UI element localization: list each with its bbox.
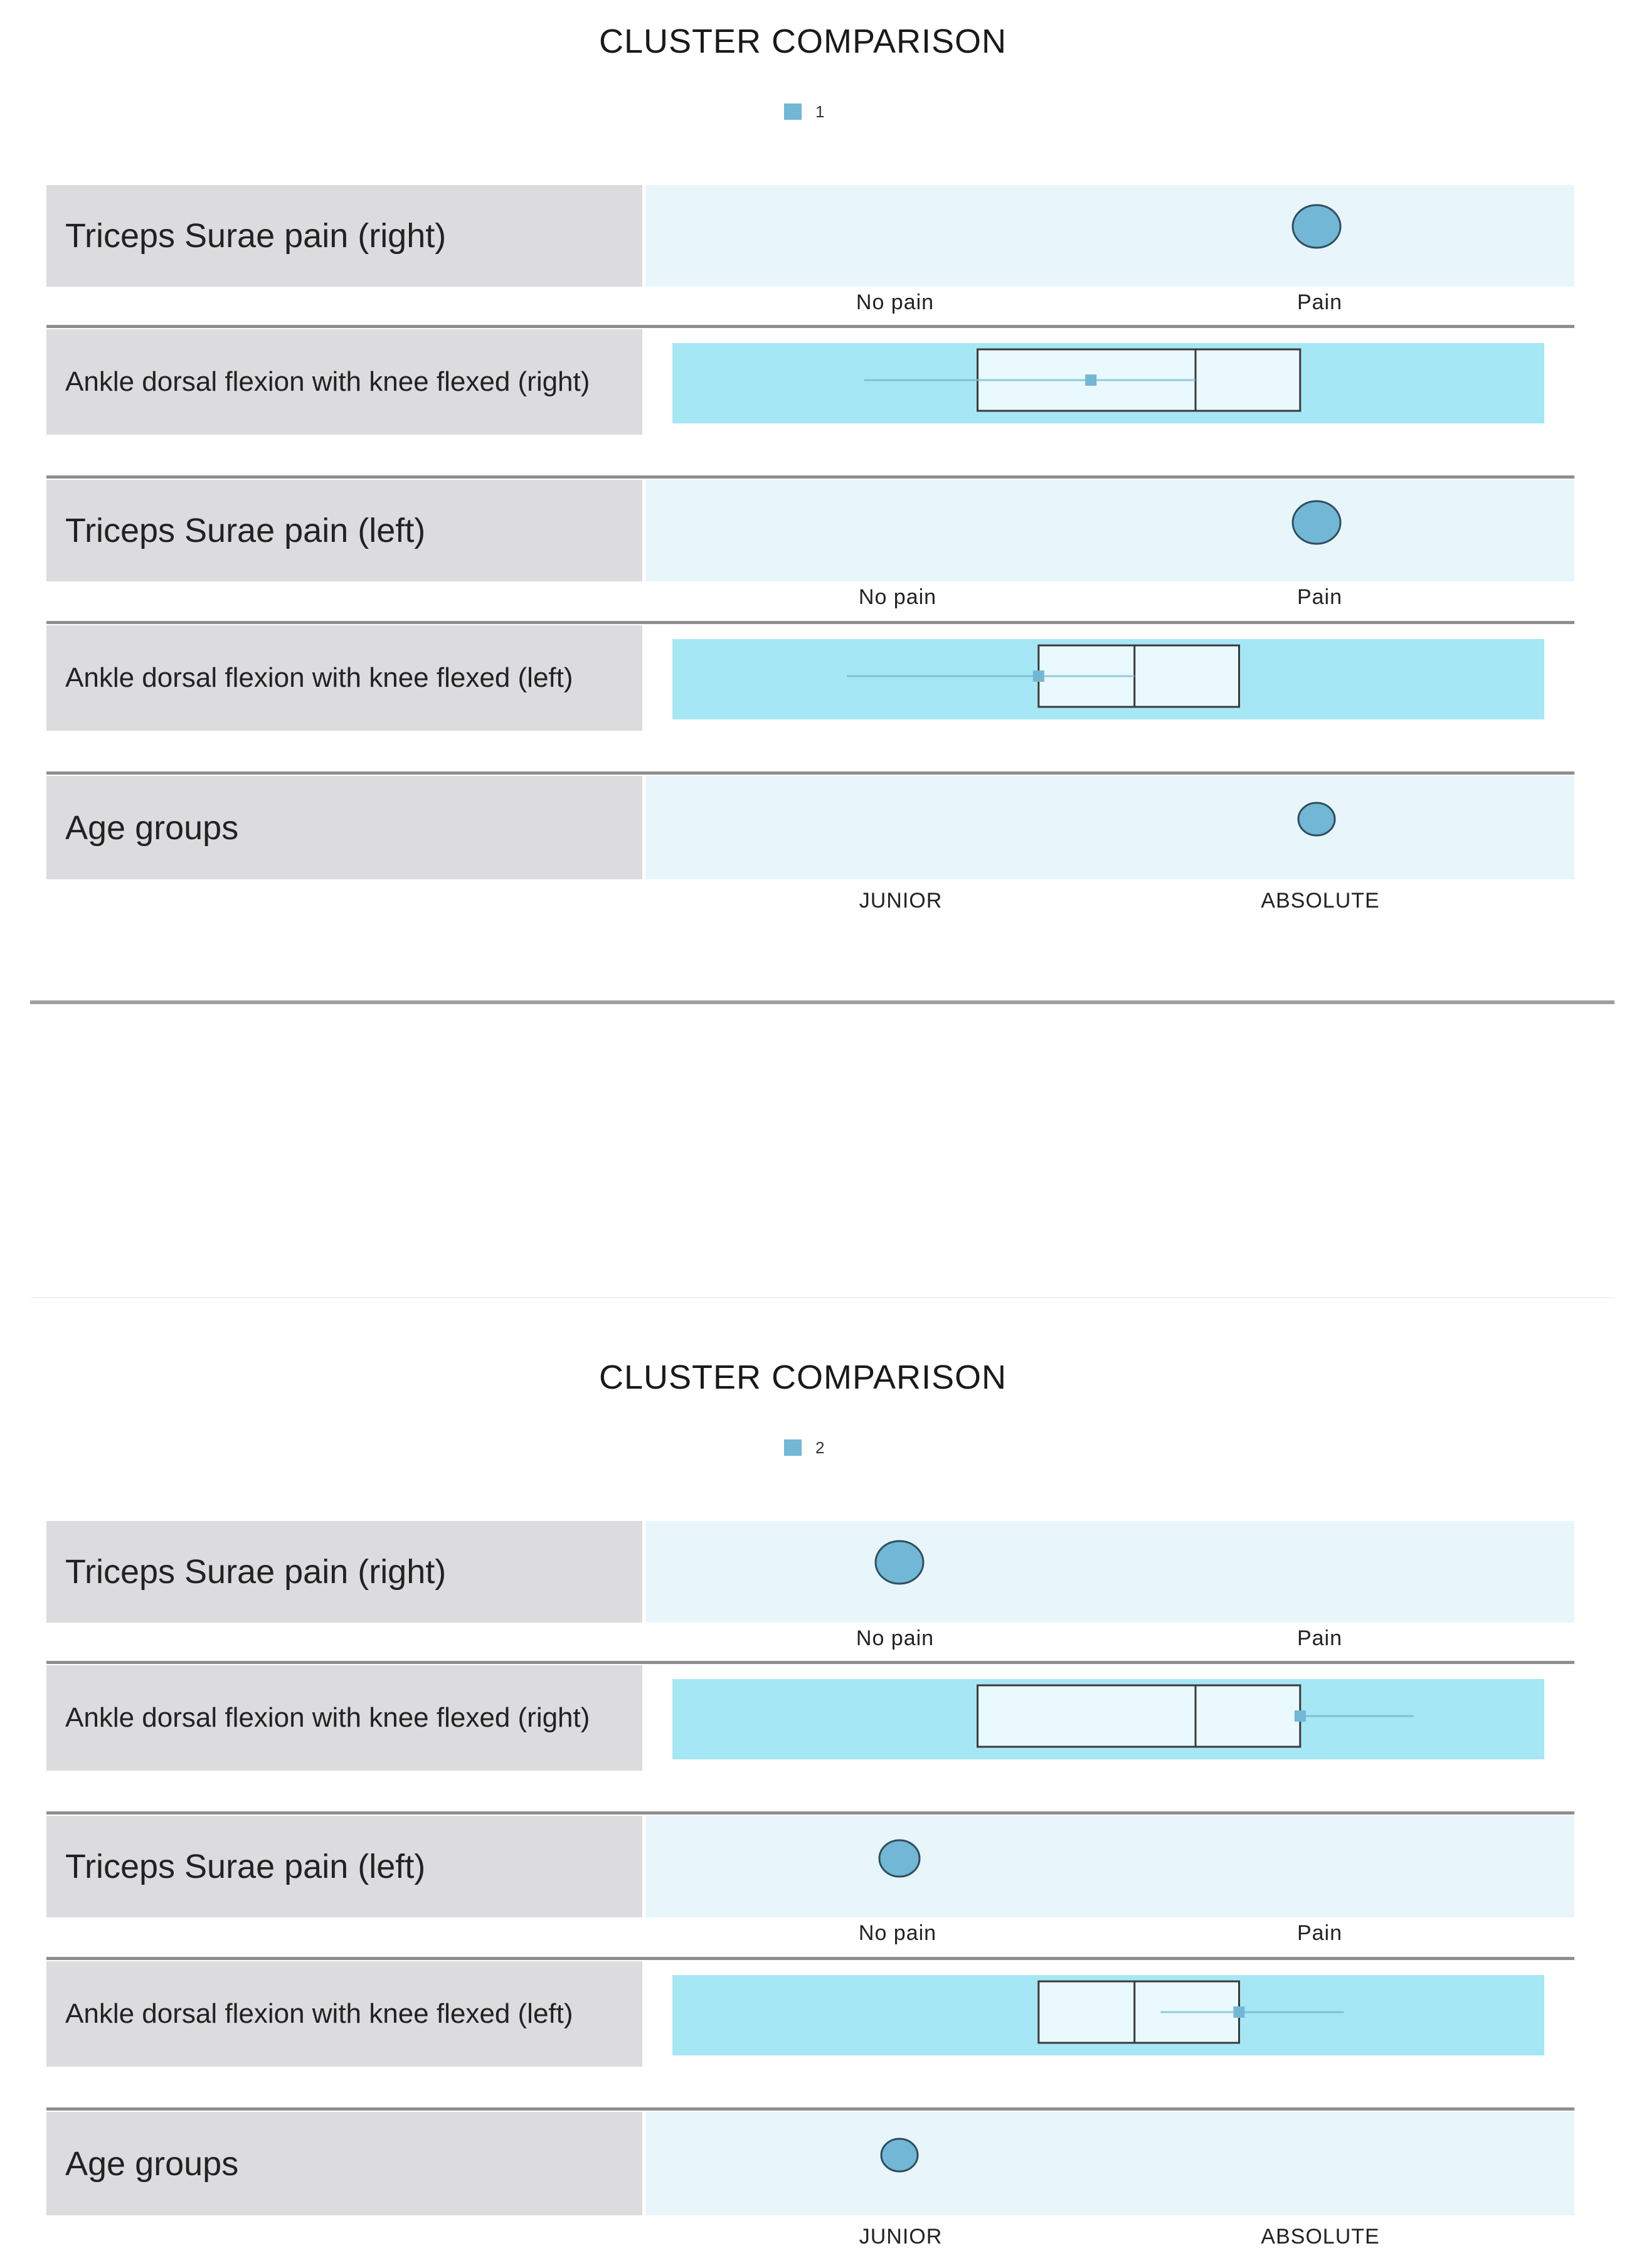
box-svg <box>46 1665 1574 1772</box>
row-label-text: Triceps Surae pain (right) <box>65 217 447 255</box>
row-triceps-right <box>46 185 1574 323</box>
row-triceps-right <box>46 1521 1574 1659</box>
faint-divider <box>30 1297 1615 1298</box>
row-ankle-right <box>46 329 1574 436</box>
cluster-point <box>1295 1710 1306 1722</box>
category-tick-label: No pain <box>856 1626 935 1650</box>
category-tick-label: No pain <box>858 1921 937 1945</box>
row-separator <box>46 325 1574 328</box>
panel-divider <box>30 1000 1615 1004</box>
row-separator <box>46 771 1574 775</box>
category-marker <box>1293 205 1340 248</box>
cluster-point <box>1234 2006 1245 2018</box>
category-marker <box>876 1541 923 1584</box>
chart-title: CLUSTER COMPARISON <box>598 23 1007 60</box>
legend <box>784 1435 824 1460</box>
plot-svg <box>46 480 1574 618</box>
category-tick-label: ABSOLUTE <box>1261 2225 1380 2249</box>
chart-title: CLUSTER COMPARISON <box>598 1359 1007 1396</box>
row-ankle-right <box>46 1665 1574 1772</box>
row-label-text: Ankle dorsal flexion with knee flexed (right) <box>65 1702 590 1733</box>
category-marker <box>1293 501 1340 544</box>
row-ankle-left <box>46 625 1574 732</box>
row-ankle-left <box>46 1961 1574 2068</box>
row-age-groups <box>46 2112 1574 2262</box>
category-tick-label: JUNIOR <box>859 889 943 913</box>
row-separator <box>46 475 1574 479</box>
row-label-text: Triceps Surae pain (left) <box>65 512 426 549</box>
plot-svg <box>46 1521 1574 1659</box>
legend-label: 2 <box>815 1438 825 1457</box>
legend <box>784 99 824 124</box>
cluster-point <box>1085 374 1096 386</box>
category-tick-label: Pain <box>1297 1921 1343 1945</box>
category-marker <box>879 1840 920 1877</box>
category-tick-label: Pain <box>1297 1626 1343 1650</box>
row-separator <box>46 1661 1574 1664</box>
legend-label: 1 <box>815 102 825 121</box>
plot-svg <box>46 185 1574 323</box>
box-svg <box>46 625 1574 732</box>
row-triceps-left <box>46 480 1574 618</box>
category-tick-label: Pain <box>1297 290 1343 314</box>
iqr-box <box>978 1685 1300 1747</box>
row-age-groups <box>46 776 1574 926</box>
row-label-text: Age groups <box>65 2144 239 2183</box>
category-tick-label: JUNIOR <box>859 2225 943 2249</box>
category-marker <box>1298 803 1335 835</box>
row-label-text: Triceps Surae pain (right) <box>65 1553 447 1591</box>
cluster-point <box>1033 670 1044 682</box>
category-marker <box>881 2139 918 2171</box>
row-separator <box>46 1811 1574 1815</box>
legend-swatch <box>784 103 802 120</box>
row-label-text: Ankle dorsal flexion with knee flexed (left) <box>65 662 573 693</box>
row-separator <box>46 1957 1574 1960</box>
row-label-text: Ankle dorsal flexion with knee flexed (left) <box>65 1998 573 2029</box>
category-tick-label: ABSOLUTE <box>1261 889 1380 913</box>
box-svg <box>46 329 1574 436</box>
row-label-text: Ankle dorsal flexion with knee flexed (right) <box>65 366 590 397</box>
row-separator <box>46 2107 1574 2111</box>
category-tick-label: No pain <box>858 585 937 609</box>
legend-swatch <box>784 1439 802 1456</box>
row-label-text: Triceps Surae pain (left) <box>65 1848 426 1885</box>
row-separator <box>46 621 1574 624</box>
plot-svg <box>46 1816 1574 1954</box>
category-tick-label: Pain <box>1297 585 1343 609</box>
row-label-text: Age groups <box>65 808 239 847</box>
category-tick-label: No pain <box>856 290 935 314</box>
row-triceps-left <box>46 1816 1574 1954</box>
box-svg <box>46 1961 1574 2068</box>
